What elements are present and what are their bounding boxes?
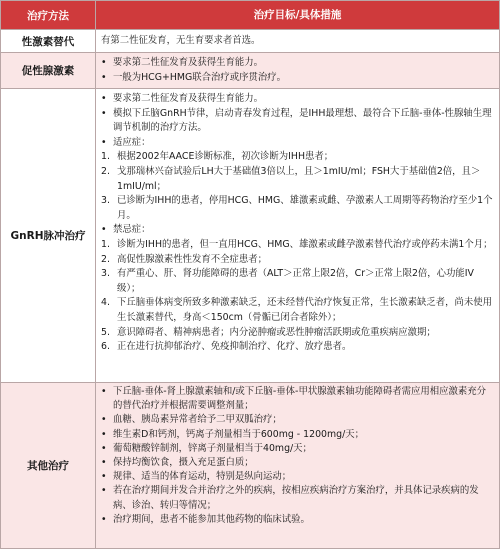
table-row (1, 89, 499, 383)
list-item: • 禁忌症： (101, 224, 151, 236)
method-cell: 性激素替代 (1, 30, 96, 52)
list-item: • 要求第二性征发育及获得生育能力。 (101, 57, 264, 68)
list-item: • 一般为HCG+HMG联合治疗或序贯治疗。 (101, 71, 286, 83)
table-header (1, 1, 499, 30)
header-measures: 治疗目标/具体措施 (253, 8, 342, 21)
list-item: • 葡萄糖酸锌制剂，锌离子剂量相当于40mg/天； (101, 442, 312, 454)
header-method: 治疗方法 (1, 1, 96, 29)
indication-item: 3. 已诊断为IHH的患者，停用HCG、HMG、雄激素或雌、孕激素人工周期等药物治疗至少1个月。 (101, 195, 493, 221)
list-item: • 模拟下丘脑GnRH节律，启动青春发育过程，是IHH最理想、最符合下丘脑-垂体-性腺轴生理调节机制的治疗方法。 (101, 107, 492, 134)
contraindication-item: 5. 意识障碍者、精神病患者；内分泌肿瘤或恶性肿瘤活跃期或危重疾病应激期； (101, 326, 436, 338)
list-item: • 规律、适当的体育运动，特别是纵向运动； (101, 471, 292, 483)
method-cell: 其他治疗 (1, 383, 96, 548)
contraindication-item: 3. 有严重心、肝、肾功能障碍的患者（ALT＞正常上限2倍，Cr＞正常上限2倍，心功能IV级）； (101, 268, 474, 294)
contraindication-item: 2. 高促性腺激素性性发育不全症患者； (101, 253, 268, 265)
measure-text: 有第二性征发育，无生育要求者首选。 (101, 35, 261, 46)
method-cell: 促性腺激素 (1, 53, 96, 88)
table-row (1, 383, 499, 548)
contraindication-item: 4. 下丘脑垂体病变所致多种激素缺乏，还未经替代治疗恢复正常，生长激素缺乏者，尚未使用生长激素替代，身高＜150cm（骨骺已闭合者除外）； (101, 297, 493, 323)
list-item: • 适应症： (101, 136, 151, 148)
list-item: • 治疗期间，患者不能参加其他药物的临床试验。 (101, 513, 310, 525)
table-row (1, 30, 499, 53)
indication-item: 1. 根据2002年AACE诊断标准，初次诊断为IHH患者； (101, 151, 334, 163)
list-item: • 要求第二性征发育及获得生育能力。 (101, 93, 264, 104)
list-item: • 血糖、胰岛素异常者给予二甲双胍治疗； (101, 414, 282, 426)
method-cell: GnRH脉冲治疗 (1, 89, 96, 382)
indication-item: 2. 戈那瑞林兴奋试验后LH大于基础值3倍以上，且＞1mIU/ml；FSH大于基础值2倍，且＞1mIU/ml； (101, 165, 481, 192)
list-item: • 下丘脑-垂体-肾上腺激素轴和/或下丘脑-垂体-甲状腺激素轴功能障碍者需应用相应激素充分的替代治疗并根据需要调整剂量； (101, 386, 486, 412)
contraindication-item: 6. 正在进行抗抑郁治疗、免疫抑制治疗、化疗、放疗患者。 (101, 341, 352, 353)
list-item: • 保持均衡饮食，摄入充足蛋白质； (101, 457, 254, 469)
table-row (1, 53, 499, 89)
contraindication-item: 1. 诊断为IHH的患者，但一直用HCG、HMG、雄激素或雌孕激素替代治疗或停药未满1个月； (101, 238, 493, 250)
list-item: • 维生素D和钙剂，钙离子剂量相当于600mg - 1200mg/天； (101, 428, 365, 440)
list-item: • 若在治疗期间并发合并治疗之外的疾病，按相应疾病治疗方案治疗，并具体记录疾病的发病、诊治、转归等情况； (101, 485, 479, 511)
